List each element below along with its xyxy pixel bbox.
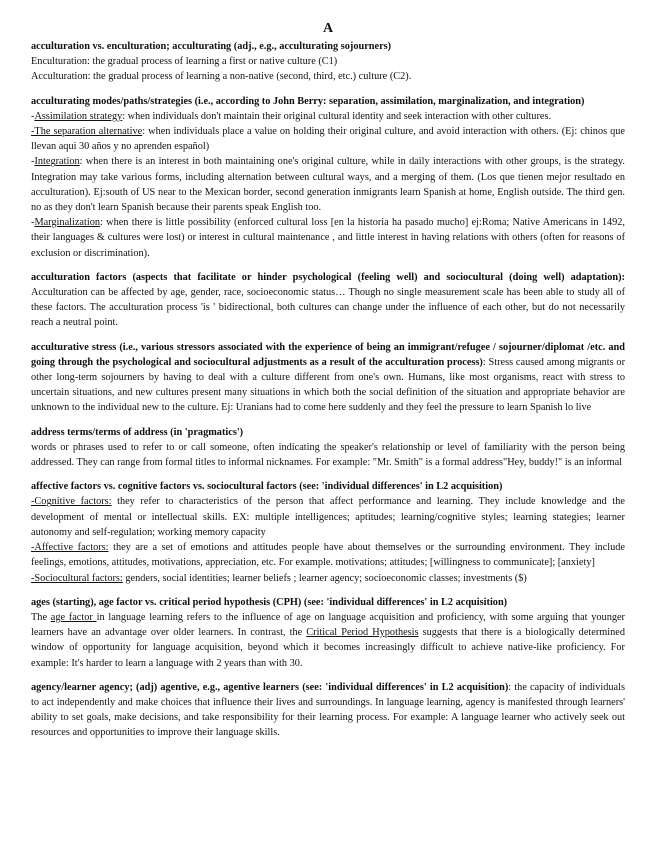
- paragraph: [31, 494, 625, 540]
- text-run: : the capacity of individuals to act independently and make choices that influence their lives and surroundings. In language learning, agency is manifested through learners' ability to set goals, make decisions, and take responsibility for their learning process. For example: A language learner who actively seek out resources and opportunities to improve their language skills.: [31, 681, 625, 739]
- underlined-term: age factor: [50, 611, 97, 623]
- text-run: : Stress caused among migrants or other long-term sojourners by having to deal with a culture different from one's own. Humans, like most organisms, react with stress to uncertain situations, and new cultures present many situations in which both the social definition of the situation and appropriate behavior are unknown to the individual new to the culture. Ej: Uranians had to come here suddenly and they feel the pressure to learn Spanish lo live: [31, 356, 625, 414]
- glossary-entry: [31, 479, 625, 585]
- text-run: -: [31, 156, 35, 168]
- text-run: Acculturation: the gradual process of learning a non-native (second, third, etc.) culture (C2).: [31, 71, 412, 83]
- paragraph: [31, 154, 625, 215]
- paragraph: [31, 595, 625, 610]
- underlined-term: -The separation alternative: [31, 126, 143, 138]
- paragraph: [31, 610, 625, 671]
- entry-heading: agency/learner agency; (adj) agentive, e.g., agentive learners (see: 'individual differences' in L2 acquisition): [31, 681, 509, 693]
- glossary-entry: [31, 595, 625, 671]
- text-run: The: [31, 611, 51, 623]
- paragraph: [31, 39, 625, 54]
- text-run: suggests that there is a biologically determined window of opportunity for language acquisition, beyond which it becomes increasingly difficult to achieve native-like proficiency. For example: It's harder to learn a language with 2 years than with 30.: [31, 627, 625, 669]
- text-run: Acculturation can be affected by age, gender, race, socioeconomic status… Though no single measurement scale has been able to study all of these factors. The acculturation process 'is ' bidirectional, both cultures can change under the influence of each other, but do not necessarily reach a neutral point.: [31, 287, 625, 329]
- entry-heading: affective factors vs. cognitive factors vs. sociocultural factors (see: 'individual differences' in L2 acquisition): [31, 481, 503, 493]
- text-run: : when there is an interest in both maintaining one's original culture, while in daily interactions with other groups, is the strategy. Integration may take various forms, including alternation between cultural ways, and a merging of them. (Los que tienen mejor resultado en acculturation). Ej:south of US near to the Mexican border, second generation inmigrants learn Spanish at home, English outside. The third gen. no as they don't learn Spanish because their parents speak English too.: [31, 156, 625, 214]
- underlined-term: Assimilation strategy: [34, 110, 123, 122]
- paragraph: [31, 124, 625, 154]
- underlined-term: Marginalization: [34, 217, 101, 229]
- page-title: A: [322, 21, 334, 36]
- glossary-entry: [31, 39, 625, 85]
- underlined-term: -Cognitive factors:: [31, 496, 112, 508]
- entry-heading: acculturation vs. enculturation; acculturating (adj., e.g., acculturating sojourners): [31, 41, 392, 52]
- paragraph: [31, 270, 625, 331]
- paragraph: [31, 540, 625, 570]
- entry-heading: address terms/terms of address (in 'pragmatics'): [31, 426, 244, 438]
- paragraph: [31, 479, 625, 494]
- glossary-entry: [31, 425, 625, 471]
- text-run: in language learning refers to the influence of age on language acquisition and proficiency, with some arguing that younger learners have an advantage over older learners. In contrast, the: [31, 611, 625, 639]
- underlined-term: -Affective factors:: [31, 542, 109, 554]
- paragraph: [31, 109, 625, 124]
- text-run: -: [31, 217, 35, 229]
- text-run: words or phrases used to refer to or call someone, often indicating the speaker's relationship or level of familiarity with the person being addressed. They can range from formal titles to informal nicknames. For example: "Mr. Smith" is a formal address"Hey, buddy!" is an informal: [31, 441, 625, 469]
- text-run: they are a set of emotions and attitudes people have about themselves or the surrounding environment. They include feelings, emotions, attitudes, motivations, appreciation, etc. For example. motivations; attitudes; [willingness to communicate]; [anxiety]: [31, 542, 625, 569]
- text-run: : when individuals don't maintain their original cultural identity and seek interaction with other cultures.: [122, 110, 552, 122]
- document-body: [31, 39, 625, 741]
- underlined-term: -Sociocultural factors:: [31, 572, 123, 584]
- paragraph: [31, 54, 625, 69]
- paragraph: [31, 94, 625, 109]
- text-run: Enculturation: the gradual process of learning a first or native culture (C1): [31, 56, 338, 68]
- glossary-entry: [31, 94, 625, 261]
- text-run: : when there is little possibility (enforced cultural loss [en la historia ha pasado mucho] ej:Roma; Native Americans in 1492, their languages & cultures were lost) or interest in cultural maintenance , and little interest in having relations with others (often for reasons of exclusion or discrimination).: [31, 217, 625, 259]
- paragraph: [31, 69, 625, 84]
- entry-heading: acculturation factors (aspects that facilitate or hinder psychological (feeling well) and sociocultural (doing well) adaptation):: [31, 271, 625, 283]
- underlined-term: Critical Period Hypothesis: [306, 627, 419, 639]
- glossary-entry: [31, 270, 625, 331]
- glossary-entry: [31, 680, 625, 741]
- entry-heading: ages (starting), age factor vs. critical period hypothesis (CPH) (see: 'individual differences' in L2 acquisition): [31, 596, 508, 608]
- paragraph: [31, 440, 625, 470]
- paragraph: [31, 215, 625, 261]
- text-run: genders, social identities; learner beliefs ; learner agency; socioeconomic classes; investments ($): [122, 572, 527, 584]
- paragraph: [31, 425, 625, 440]
- text-run: -: [31, 110, 35, 122]
- paragraph: [31, 571, 625, 586]
- glossary-entry: [31, 340, 625, 416]
- text-run: they refer to characteristics of the person that affect performance and learning. They include knowledge and the development of mental or intellectual skills. EX: multiple intelligences; aptitudes; learning/cognitive styles; learning stategies; learner autonomy and self-regulation; working memory capacity: [31, 496, 625, 538]
- entry-heading: acculturative stress (i.e., various stressors associated with the experience of being an immigrant/refugee / sojourner/diplomat /etc. and going through the psychological and sociocultural adjustments as a result of the acculturation process): [31, 341, 625, 368]
- paragraph: [31, 340, 625, 416]
- entry-heading: acculturating modes/paths/strategies (i.e., according to John Berry: separation, assimilation, marginalization, and integration): [31, 95, 585, 107]
- underlined-term: Integration: [34, 156, 80, 168]
- paragraph: [31, 680, 625, 741]
- text-run: : when individuals place a value on holding their original culture, and avoid interaction with others. (Ej: chinos que llevan aqui 30 años y no aprenden español): [31, 126, 625, 153]
